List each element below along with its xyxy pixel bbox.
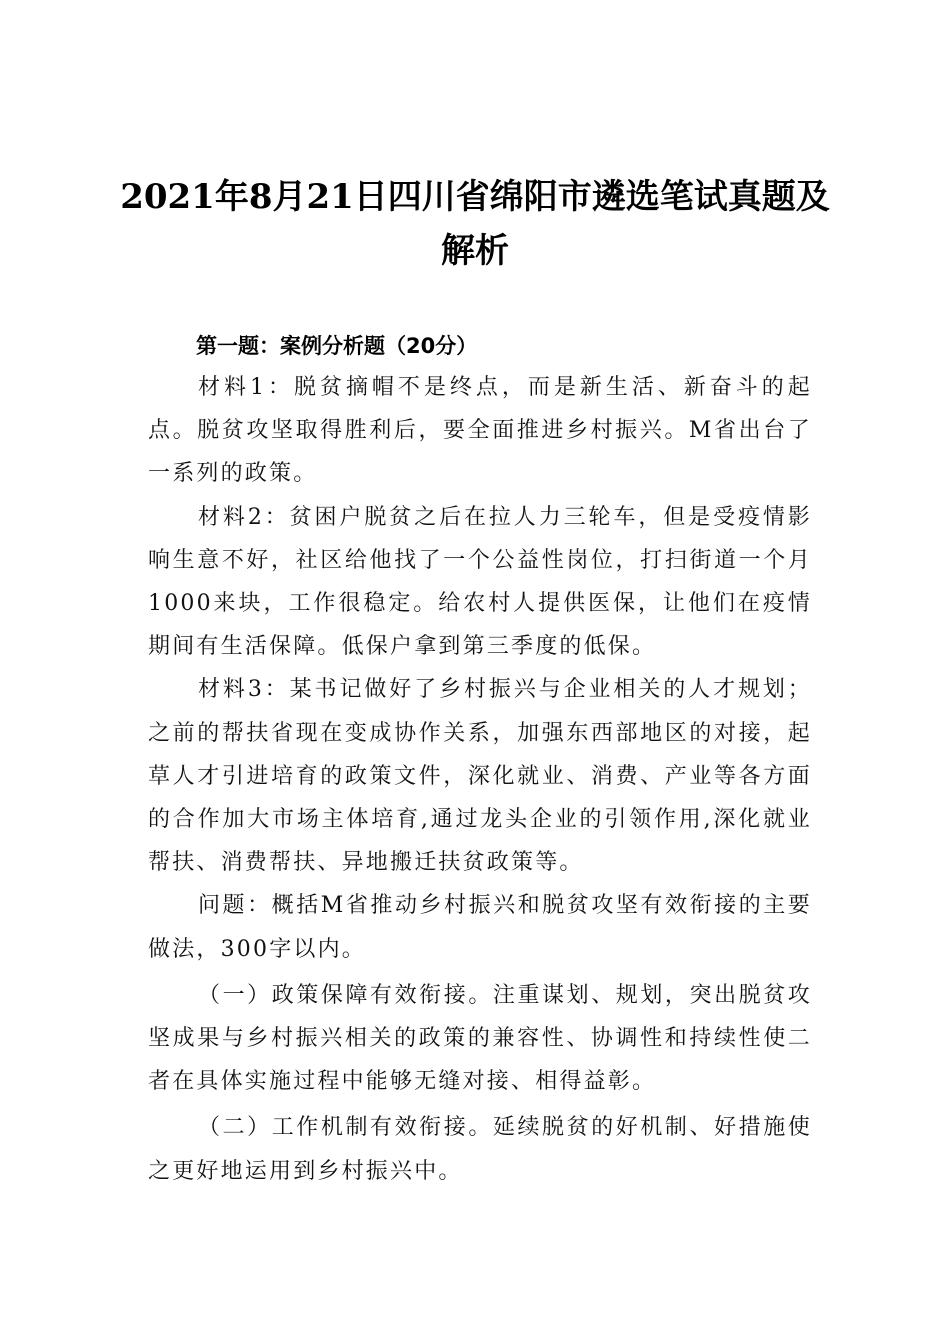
answer-1-paragraph: （一）政策保障有效衔接。注重谋划、规划，突出脱贫攻坚成果与乡村振兴相关的政策的兼容性、协调性和持续性使二者在具体实施过程中能够无缝对接、相得益彰。 [148, 982, 812, 1095]
document-title: 2021年8月21日四川省绵阳市遴选笔试真题及解析 [120, 177, 830, 271]
material-2-paragraph: 材料2：贫困户脱贫之后在拉人力三轮车，但是受疫情影响生意不好，社区给他找了一个公益性岗位，打扫街道一个月1000来块，工作很稳定。给农村人提供医保，让他们在疫情期间有生活保障。低保户拿到第三季度的低保。 [148, 504, 812, 660]
section-heading: 第一题：案例分析题（20分） [196, 334, 478, 358]
material-3-paragraph: 材料3：某书记做好了乡村振兴与企业相关的人才规划；之前的帮扶省现在变成协作关系，加强东西部地区的对接，起草人才引进培育的政策文件，深化就业、消费、产业等各方面的合作加大市场主体培育,通过龙头企业的引领作用,深化就业帮扶、消费帮扶、异地搬迁扶贫政策等。 [148, 677, 812, 876]
material-1-paragraph: 材料1：脱贫摘帽不是终点，而是新生活、新奋斗的起点。脱贫攻坚取得胜利后，要全面推进乡村振兴。M省出台了一系列的政策。 [148, 375, 812, 487]
question-paragraph: 问题：概括M省推动乡村振兴和脱贫攻坚有效衔接的主要做法，300字以内。 [148, 893, 812, 962]
document-body [148, 326, 812, 1193]
answer-2-paragraph: （二）工作机制有效衔接。延续脱贫的好机制、好措施使之更好地运用到乡村振兴中。 [148, 1115, 812, 1184]
